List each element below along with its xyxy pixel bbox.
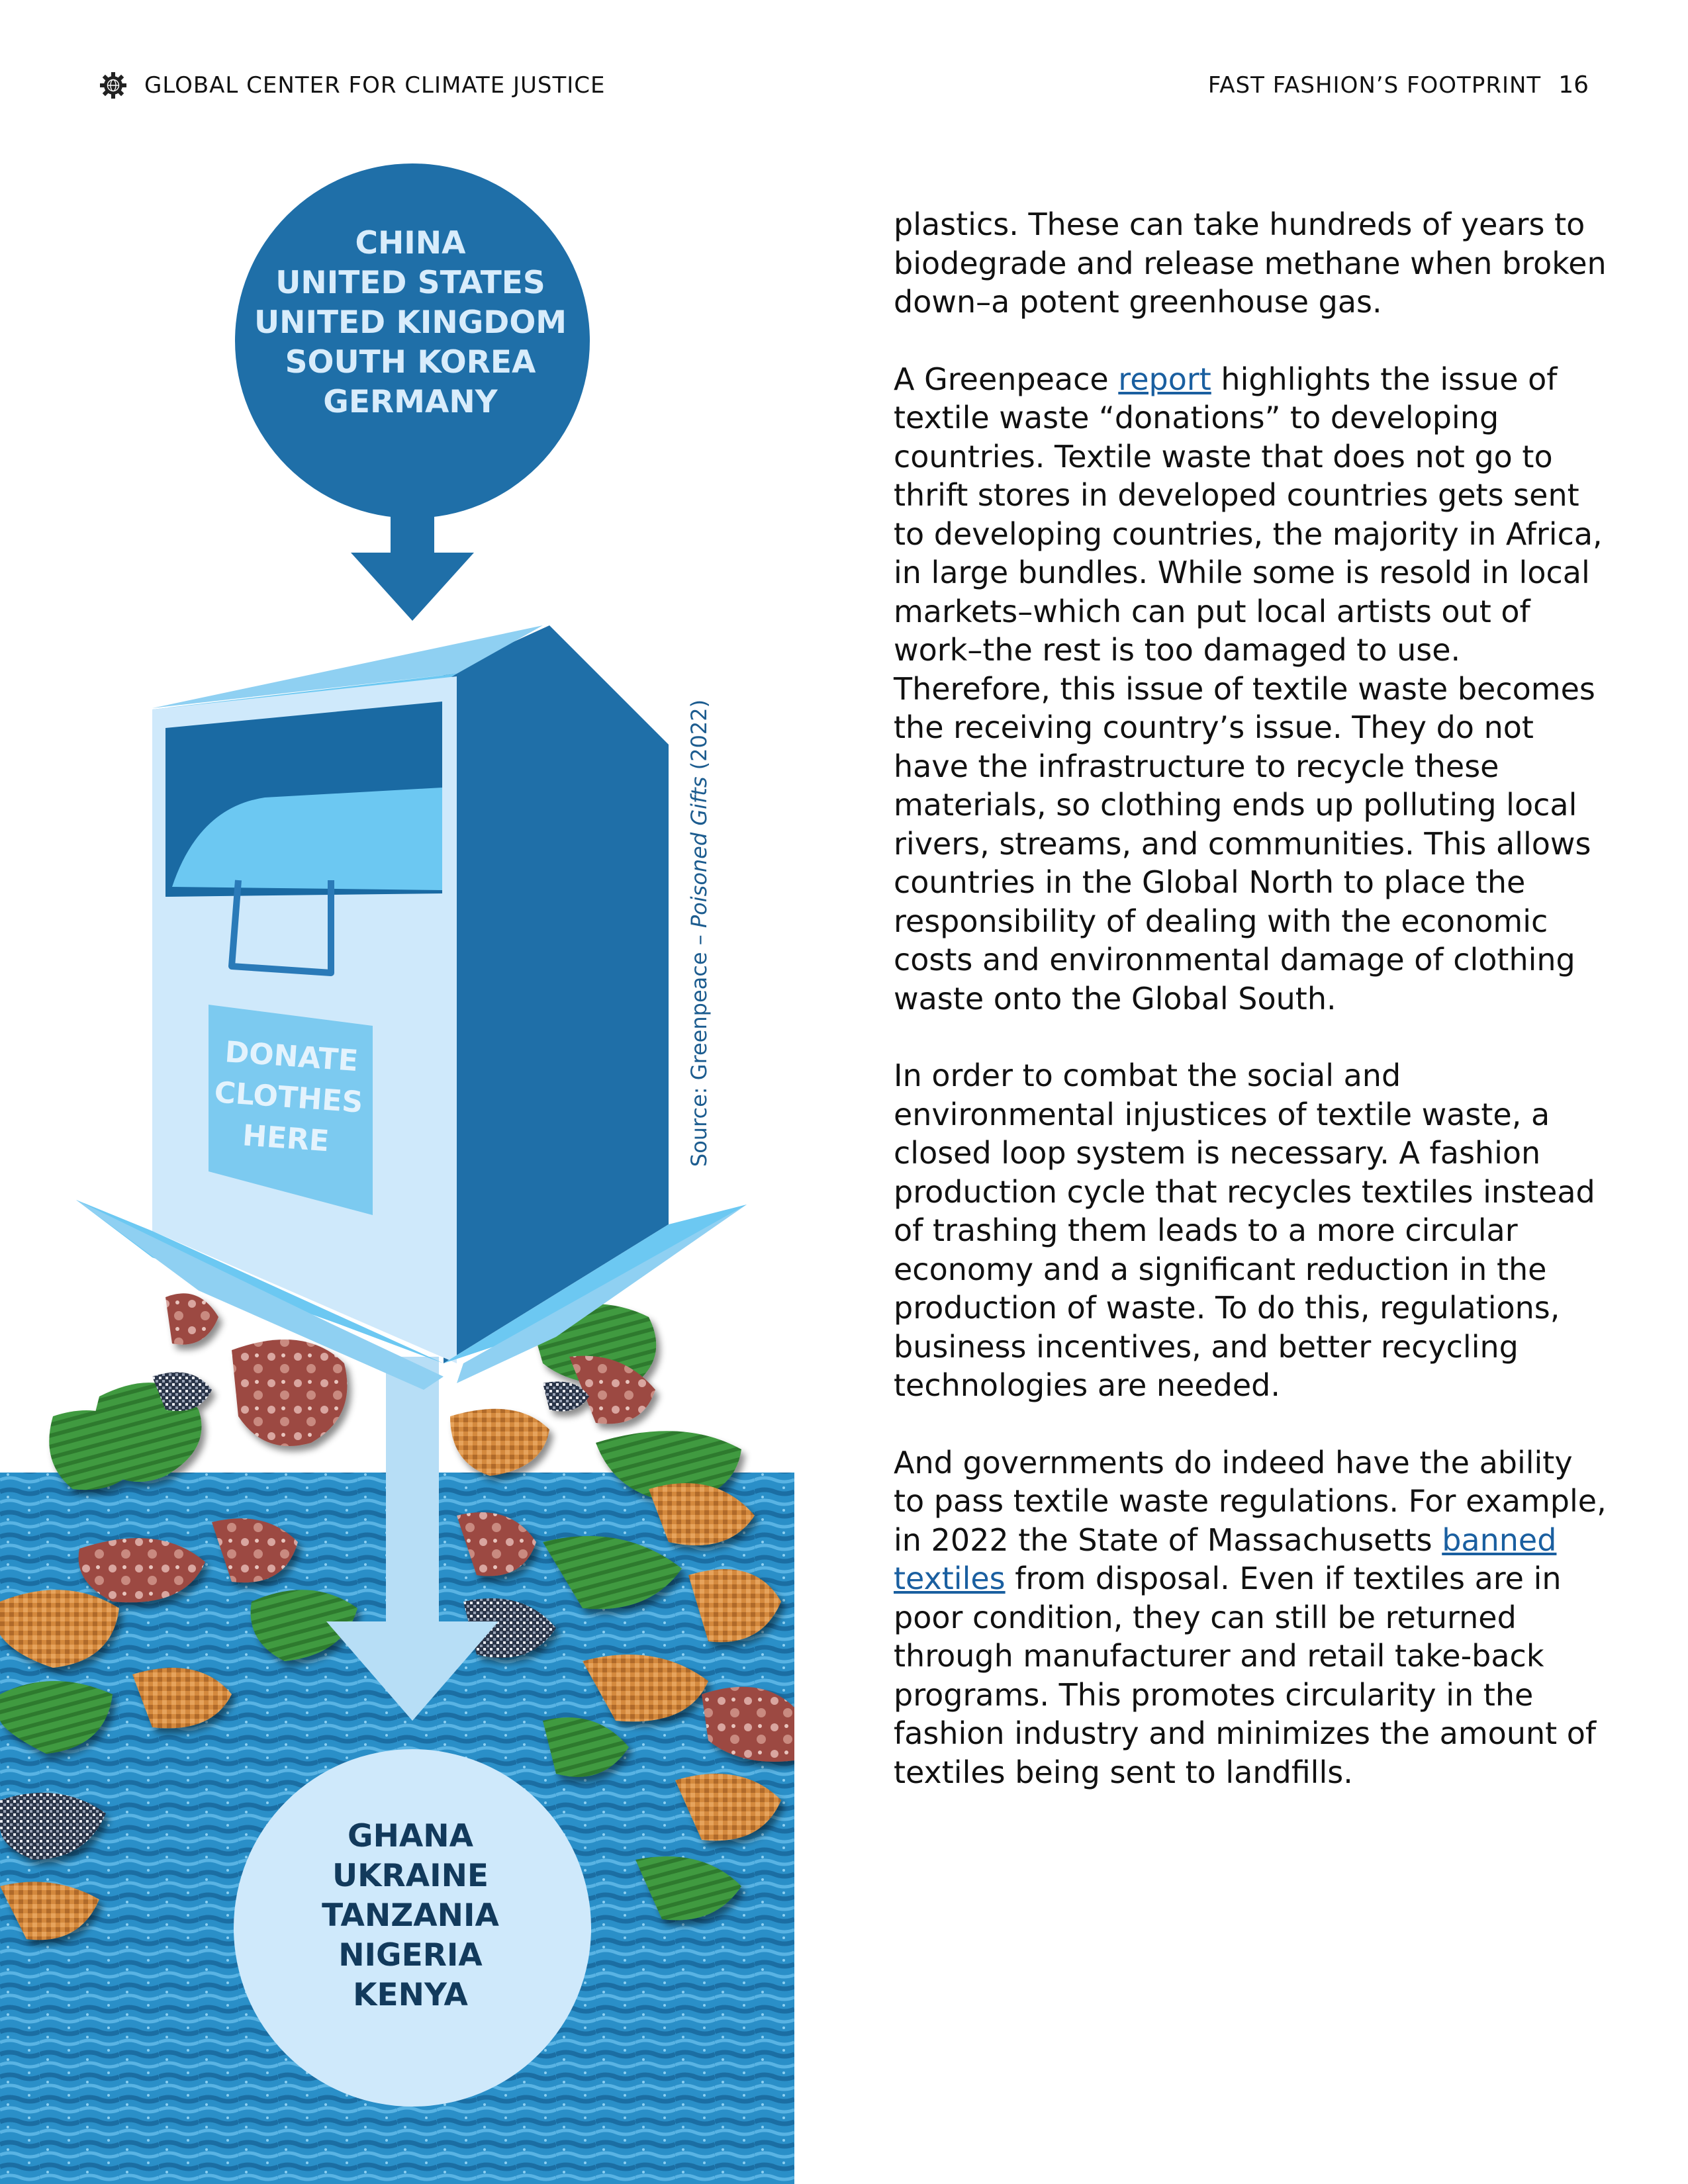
bin-sign-line: HERE (241, 1118, 330, 1159)
paragraph-4-rest: from disposal. Even if textiles are in poor condition, they can still be returned through manufacturer and retail take-back programs. This promotes circularity in the fashion industry and minimizes the amount of textiles being sent to landfills. (894, 1561, 1597, 1790)
bin-sign-line: CLOTHES (213, 1075, 364, 1120)
paragraph-4-lead: And governments do indeed have the ability to pass textile waste regulations. For example, in 2022 the State of Massachusetts (894, 1444, 1607, 1558)
paragraph-1: plastics. These can take hundreds of years to biodegrade and release methane when broken down–a potent greenhouse gas. (894, 206, 1607, 320)
paragraph-4 (894, 1443, 1609, 1792)
header-left (99, 71, 606, 99)
receiving-country: TANZANIA (322, 1897, 499, 1934)
receiving-country: NIGERIA (338, 1937, 483, 1974)
paragraph-2-rest: highlights the issue of textile waste “donations” to developing countries. Textile waste that does not go to thrift stores in developed countries gets sent to developing countries, the majority in Africa, in large bundles. While some is resold in local markets–which can put local artists out of work–the rest is too damaged to use. Therefore, this issue of textile waste becomes the receiving country’s issue. They do not have the infrastructure to recycle these materials, so clothing ends up polluting local rivers, streams, and communities. This allows countries in the Global North to place the responsibility of dealing with the economic costs and environmental damage of clothing waste onto the Global South. (894, 361, 1603, 1017)
paragraph-3: In order to combat the social and environmental injustices of textile waste, a closed loop system is necessary. A fashion production cycle that recycles textiles instead of trashing them leads to a more circular economy and a significant reduction in the production of waste. To do this, regulations, business incentives, and better recycling technologies are needed. (894, 1058, 1595, 1403)
exporting-country: UNITED STATES (275, 265, 545, 301)
source-prefix: Source: Greenpeace – (686, 928, 712, 1167)
bin-sign-line: DONATE (224, 1035, 359, 1079)
paragraph-2-lead: A Greenpeace (894, 361, 1119, 397)
bin-sign (205, 1031, 372, 1165)
paragraph-2 (894, 360, 1609, 1019)
header-right (1208, 71, 1589, 99)
exporting-country: UNITED KINGDOM (254, 304, 567, 341)
image-source-credit (686, 700, 712, 1167)
exporting-countries-list (245, 224, 576, 422)
receiving-country: KENYA (353, 1977, 468, 2013)
globe-gear-icon (99, 71, 127, 99)
banned-textiles-link[interactable]: banned textiles (894, 1522, 1557, 1596)
receiving-countries-list (245, 1817, 576, 2015)
source-title: Poisoned Gifts (686, 776, 712, 929)
donation-bin (76, 625, 747, 1390)
org-name: GLOBAL CENTER FOR CLIMATE JUSTICE (144, 72, 606, 99)
source-year: (2022) (686, 699, 712, 777)
exporting-country: GERMANY (323, 384, 498, 420)
exporting-country: SOUTH KOREA (285, 344, 536, 381)
receiving-country: UKRAINE (332, 1858, 489, 1894)
greenpeace-report-link[interactable]: report (1118, 361, 1211, 397)
page-number: 16 (1558, 71, 1589, 99)
document-title: FAST FASHION’S FOOTPRINT (1207, 71, 1542, 99)
exporting-country: CHINA (355, 225, 466, 261)
body-text (894, 205, 1609, 1830)
receiving-country: GHANA (348, 1818, 473, 1854)
